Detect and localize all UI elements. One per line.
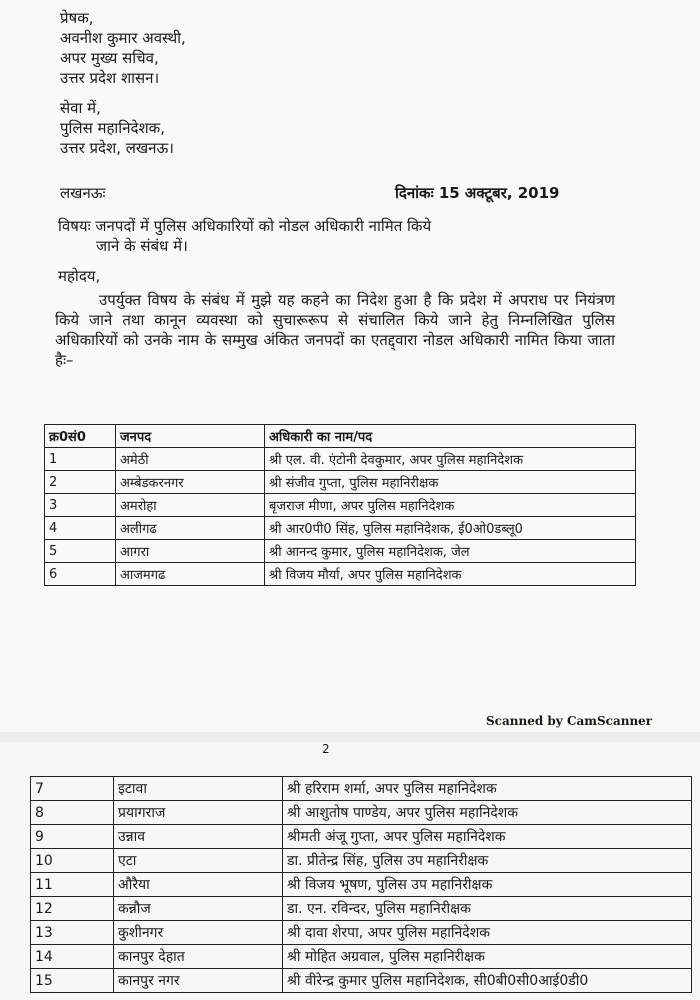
district-cell: आगरा xyxy=(116,540,265,563)
district-cell: प्रयागराज xyxy=(114,801,283,825)
scanner-watermark: Scanned by CamScanner xyxy=(486,714,653,728)
district-cell: अमेठी xyxy=(116,448,265,471)
table-row xyxy=(45,517,636,540)
recipient-place: उत्तर प्रदेश, लखनऊ। xyxy=(60,139,174,157)
table-row xyxy=(31,921,692,945)
recipient-block xyxy=(60,98,174,158)
sender-designation: अपर मुख्य सचिव, xyxy=(60,49,159,67)
officer-cell: श्री आशुतोष पाण्डेय, अपर पुलिस महानिदेशक xyxy=(283,801,692,825)
serial-cell: 5 xyxy=(45,540,116,563)
officer-cell: श्री एल. वी. एंटोनी देवकुमार, अपर पुलिस महानिदेशक xyxy=(265,448,636,471)
letter-place: लखनऊः xyxy=(60,184,106,202)
district-cell: उन्नाव xyxy=(114,825,283,849)
district-cell: अम्बेडकरनगर xyxy=(116,471,265,494)
recipient-designation: पुलिस महानिदेशक, xyxy=(60,119,165,137)
serial-cell: 1 xyxy=(45,448,116,471)
header-district: जनपद xyxy=(116,425,265,448)
officer-cell: श्री आर0पी0 सिंह, पुलिस महानिदेशक, ई0ओ0डब्लू0 xyxy=(265,517,636,540)
serial-cell: 2 xyxy=(45,471,116,494)
serial-cell: 10 xyxy=(31,849,114,873)
district-cell: अमरोहा xyxy=(116,494,265,517)
officer-cell: बृजराज मीणा, अपर पुलिस महानिदेशक xyxy=(265,494,636,517)
officer-cell: डा. प्रीतेन्द्र सिंह, पुलिस उप महानिरीक्षक xyxy=(283,849,692,873)
table-row xyxy=(31,801,692,825)
table-row xyxy=(31,897,692,921)
district-cell: कानपुर नगर xyxy=(114,969,283,993)
serial-cell: 4 xyxy=(45,517,116,540)
serial-cell: 7 xyxy=(31,777,114,801)
serial-cell: 14 xyxy=(31,945,114,969)
table-row xyxy=(45,471,636,494)
table-row xyxy=(45,494,636,517)
page-mark: 2 xyxy=(322,742,330,756)
officer-cell: श्री आनन्द कुमार, पुलिस महानिदेशक, जेल xyxy=(265,540,636,563)
nodal-officer-table-page-2 xyxy=(30,776,692,993)
table-row xyxy=(45,448,636,471)
sender-office: उत्तर प्रदेश शासन। xyxy=(60,69,160,87)
header-officer: अधिकारी का नाम/पद xyxy=(265,425,636,448)
body-paragraph xyxy=(55,290,615,370)
table-row xyxy=(31,849,692,873)
serial-cell: 12 xyxy=(31,897,114,921)
district-cell: औरैया xyxy=(114,873,283,897)
salutation: महोदय, xyxy=(58,267,101,285)
table-row xyxy=(31,873,692,897)
serial-cell: 13 xyxy=(31,921,114,945)
table-header-row xyxy=(45,425,636,448)
serial-cell: 8 xyxy=(31,801,114,825)
district-cell: कन्नौज xyxy=(114,897,283,921)
officer-cell: श्री वीरेन्द्र कुमार पुलिस महानिदेशक, सी0बी0सी0आई0डी0 xyxy=(283,969,692,993)
subject-line-1: विषयः जनपदों में पुलिस अधिकारियों को नोडल अधिकारी नामित किये xyxy=(58,217,432,235)
officer-cell: श्रीमती अंजू गुप्ता, अपर पुलिस महानिदेशक xyxy=(283,825,692,849)
letter-date: दिनांकः 15 अक्टूबर, 2019 xyxy=(395,184,560,202)
header-serial: क्र0सं0 xyxy=(45,425,116,448)
serial-cell: 3 xyxy=(45,494,116,517)
subject-line-2: जाने के संबंध में। xyxy=(96,237,188,255)
district-cell: अलीगढ xyxy=(116,517,265,540)
nodal-officer-table-page-1 xyxy=(44,424,636,586)
table-row xyxy=(45,563,636,586)
recipient-heading: सेवा में, xyxy=(60,99,101,117)
officer-cell: श्री मोहित अग्रवाल, पुलिस महानिरीक्षक xyxy=(283,945,692,969)
serial-cell: 11 xyxy=(31,873,114,897)
table-row xyxy=(31,969,692,993)
officer-cell: श्री हरिराम शर्मा, अपर पुलिस महानिदेशक xyxy=(283,777,692,801)
officer-cell: श्री विजय भूषण, पुलिस उप महानिरीक्षक xyxy=(283,873,692,897)
table-row xyxy=(31,945,692,969)
sender-name: अवनीश कुमार अवस्थी, xyxy=(60,29,186,47)
serial-cell: 6 xyxy=(45,563,116,586)
sender-block xyxy=(60,8,186,88)
officer-cell: डा. एन. रविन्दर, पुलिस महानिरीक्षक xyxy=(283,897,692,921)
table-body xyxy=(31,777,692,993)
table-body xyxy=(45,448,636,586)
district-cell: आजमगढ xyxy=(116,563,265,586)
table-row xyxy=(31,777,692,801)
body-text: उपर्युक्त विषय के संबंध में मुझे यह कहने का निदेश हुआ है कि प्रदेश में अपराध पर नियंत्रण किये जाने तथा कानून व्यवस्था को सुचारूरूप से संचालित किये जाने हेतु निम्नलिखित पुलिस अधिकारियों को उनके नाम के सम्मुख अंकित जनपदों का एतद्द्वारा नोडल अधिकारी नामित किया जाता हैः– xyxy=(55,291,615,369)
officer-cell: श्री विजय मौर्या, अपर पुलिस महानिदेशक xyxy=(265,563,636,586)
table-row xyxy=(45,540,636,563)
district-cell: कानपुर देहात xyxy=(114,945,283,969)
serial-cell: 15 xyxy=(31,969,114,993)
district-cell: एटा xyxy=(114,849,283,873)
table-row xyxy=(31,825,692,849)
officer-cell: श्री संजीव गुप्ता, पुलिस महानिरीक्षक xyxy=(265,471,636,494)
sender-heading: प्रेषक, xyxy=(60,9,94,27)
subject-block xyxy=(58,216,618,256)
serial-cell: 9 xyxy=(31,825,114,849)
district-cell: कुशीनगर xyxy=(114,921,283,945)
district-cell: इटावा xyxy=(114,777,283,801)
officer-cell: श्री दावा शेरपा, अपर पुलिस महानिदेशक xyxy=(283,921,692,945)
